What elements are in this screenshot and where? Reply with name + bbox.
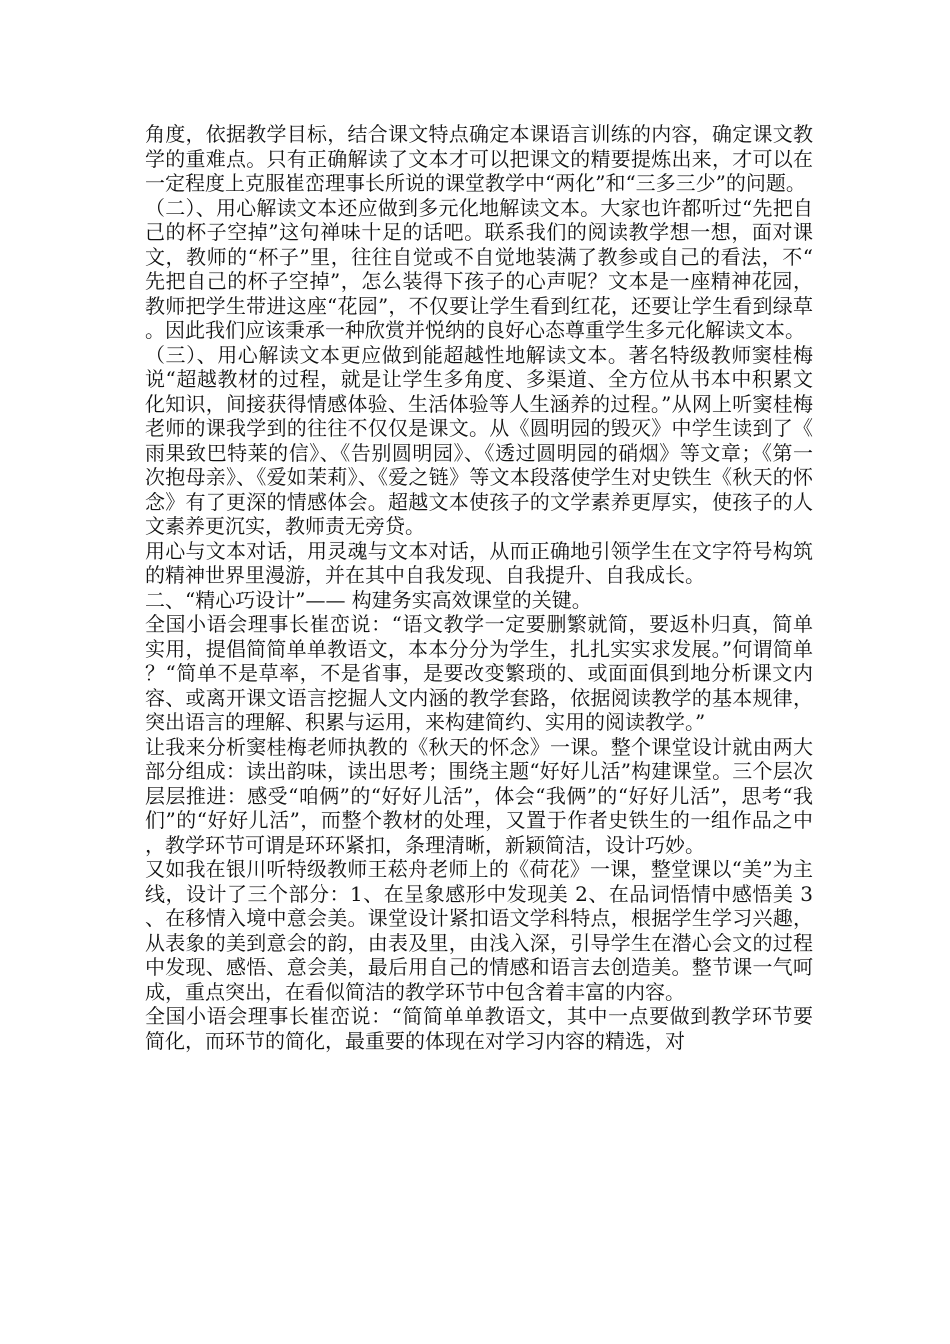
paragraph-8: 全国小语会理事长崔峦说：“简简单单教语文，其中一点要做到教学环节要简化，而环节的简化，最重要的体现在对学习内容的精选，对 bbox=[145, 1004, 813, 1053]
paragraph-1: 角度，依据教学目标，结合课文特点确定本课语言训练的内容，确定课文教学的重难点。只有正确解读了文本才可以把课文的精要提炼出来，才可以在一定程度上克服崔峦理事长所说的课堂教学中“两化”和“三多三少”的问题。 bbox=[145, 122, 813, 195]
section-heading: 二、“精心巧设计”—— 构建务实高效课堂的关键。 bbox=[145, 587, 592, 612]
paragraph-3: （三）、用心解读文本更应做到能超越性地解读文本。著名特级教师窦桂梅说“超越教材的过程，就是让学生多角度、多渠道、全方位从书本中积累文化知识，间接获得情感体验、生活体验等人生涵养的过程。”从网上听窦桂梅老师的课我学到的往往不仅仅是课文。从《圆明园的毁灭》中学生读到了《雨果致巴特莱的信》、《告别圆明园》、《透过圆明园的硝烟》等文章；《第一次抱母亲》、《爱如茉莉》、《爱之链》等文本段落使学生对史铁生《秋天的怀念》有了更深的情感体会。超越文本使孩子的文学素养更厚实，使孩子的人文素养更沉实，教师责无旁贷。 bbox=[145, 342, 813, 538]
paragraph-4: 用心与文本对话，用灵魂与文本对话，从而正确地引领学生在文字符号构筑的精神世界里漫游，并在其中自我发现、自我提升、自我成长。 bbox=[145, 538, 813, 587]
paragraph-5: 全国小语会理事长崔峦说：“语文教学一定要删繁就简，要返朴归真，简单实用，提倡简简单单教语文，本本分分为学生，扎扎实实求发展。”何谓简单？“简单不是草率，不是省事，是要改变繁琐的、或面面俱到地分析课文内容、或离开课文语言挖掘人文内涵的教学套路，依据阅读教学的基本规律，突出语言的理解、积累与运用，来构建简约、实用的阅读教学。” bbox=[145, 612, 813, 734]
paragraph-6: 让我来分析窦桂梅老师执教的《秋天的怀念》一课。整个课堂设计就由两大部分组成：读出韵味，读出思考；围绕主题“好好儿活”构建课堂。三个层次层层推进：感受“咱俩”的“好好儿活”，体会“我俩”的“好好儿活”，思考“我们”的“好好儿活”，而整个教材的处理，又置于作者史铁生的一组作品之中，教学环节可谓是环环紧扣，条理清晰，新颖简洁，设计巧妙。 bbox=[145, 734, 813, 857]
paragraph-2: （二）、用心解读文本还应做到多元化地解读文本。大家也许都听过“先把自己的杯子空掉”这句禅味十足的话吧。联系我们的阅读教学想一想，面对课文，教师的“杯子”里，往往自觉或不自觉地装满了教参或自己的看法，不“先把自己的杯子空掉”，怎么装得下孩子的心声呢？文本是一座精神花园，教师把学生带进这座“花园”，不仅要让学生看到红花，还要让学生看到绿草。因此我们应该秉承一种欣赏并悦纳的良好心态尊重学生多元化解读文本。 bbox=[145, 195, 813, 342]
paragraph-7: 又如我在银川听特级教师王菘舟老师上的《荷花》一课，整堂课以“美”为主线，设计了三个部分：1、在呈象感形中发现美 2、在品词悟情中感悟美 3、在移情入境中意会美。课堂设计紧扣语文学科特点，根据学生学习兴趣，从表象的美到意会的韵，由表及里，由浅入深，引导学生在潜心会文的过程中发现、感悟、意会美，最后用自己的情感和语言去创造美。整节课一气呵成，重点突出，在看似简洁的教学环节中包含着丰富的内容。 bbox=[145, 857, 813, 1004]
document-page bbox=[145, 122, 813, 1053]
